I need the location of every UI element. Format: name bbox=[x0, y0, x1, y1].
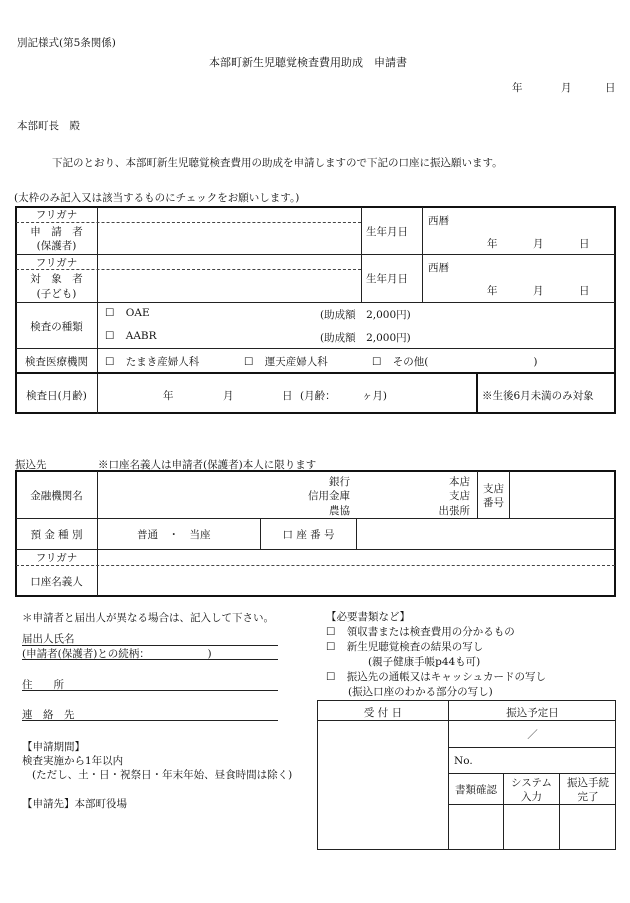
exam-option-aabr[interactable]: ☐ AABR bbox=[105, 330, 157, 342]
exam-month-label: 月 bbox=[223, 390, 234, 402]
subsidy-amount: (助成額 2,000円) bbox=[320, 332, 411, 344]
holder-furigana-label: フリガナ bbox=[35, 552, 78, 564]
bank-name-label: 金融機関名 bbox=[30, 490, 83, 502]
instruction-note: (太枠のみ記入又は該当するものにチェックをお願いします。) bbox=[14, 192, 300, 204]
applicant-sub-label: (保護者) bbox=[36, 240, 77, 252]
notifier-address-label: 住 所 bbox=[22, 679, 64, 691]
exam-day-label: 日 bbox=[282, 390, 293, 402]
date-slash: ／ bbox=[527, 729, 538, 741]
intro-text: 下記のとおり、本部町新生児聴覚検査費用の助成を申請しますので下記の口座に振込願います。 bbox=[52, 157, 503, 169]
form-title: 本部町新生児聴覚検査費用助成 申請書 bbox=[209, 56, 407, 69]
transfer-date-label: 振込予定日 bbox=[506, 707, 559, 719]
deposit-type-label: 預 金 種 別 bbox=[30, 529, 83, 541]
applicant-label: 申 請 者 bbox=[30, 226, 83, 238]
subsidy-amount: (助成額 2,000円) bbox=[320, 309, 411, 321]
checkbox-icon[interactable]: ☐ bbox=[326, 671, 336, 683]
exam-year-label: 年 bbox=[163, 390, 174, 402]
exam-date-label: 検査日(月齢) bbox=[26, 390, 87, 402]
transfer-done-label-2: 完了 bbox=[577, 791, 599, 803]
notifier-note: ＊申請者と届出人が異なる場合は、記入して下さい。 bbox=[22, 612, 274, 624]
target-label: 対 象 者 bbox=[30, 273, 83, 285]
period-heading: 【申請期間】 bbox=[22, 741, 85, 753]
year-label: 年 bbox=[487, 285, 498, 297]
furigana-label: フリガナ bbox=[35, 209, 78, 221]
docs-item-result: ☐ 新生児聴覚検査の結果の写し bbox=[326, 641, 484, 653]
addressee: 本部町長 殿 bbox=[17, 120, 80, 132]
system-input-label: システム bbox=[511, 777, 552, 789]
year-label: 年 bbox=[487, 238, 498, 250]
bank-type-bank: 銀行 bbox=[329, 476, 350, 488]
era-label: 西暦 bbox=[428, 215, 449, 227]
bank-section-note: ※口座名義人は申請者(保護者)本人に限ります bbox=[98, 459, 317, 471]
birth-label: 生年月日 bbox=[366, 226, 408, 238]
account-number-label: 口 座 番 号 bbox=[282, 529, 335, 541]
period-line-2: (ただし、土・日・祝祭日・年末年始、昼食時間は除く) bbox=[32, 769, 293, 781]
docs-heading: 【必要書類など】 bbox=[326, 611, 410, 623]
received-date-label: 受 付 日 bbox=[363, 707, 403, 719]
notifier-relation-label: (申請者(保護者)との続柄： ) bbox=[22, 648, 212, 660]
checkbox-icon[interactable]: ☐ bbox=[372, 356, 382, 368]
checkbox-icon[interactable]: ☐ bbox=[326, 641, 336, 653]
period-line-1: 検査実施から1年以内 bbox=[22, 755, 124, 767]
checkbox-icon[interactable]: ☐ bbox=[105, 356, 115, 368]
doc-check-label: 書類確認 bbox=[455, 784, 497, 796]
notifier-name-label: 届出人氏名 bbox=[22, 633, 75, 645]
target-sub-label: (子ども) bbox=[36, 288, 77, 300]
month-label: 月 bbox=[533, 285, 544, 297]
exam-option-oae[interactable]: ☐ OAE bbox=[105, 307, 150, 319]
checkbox-icon[interactable]: ☐ bbox=[105, 307, 115, 319]
exam-type-label: 検査の種類 bbox=[30, 321, 83, 333]
checkbox-icon[interactable]: ☐ bbox=[105, 330, 115, 342]
docs-item-receipt: ☐ 領収書または検査費用の分かるもの bbox=[326, 626, 515, 638]
branch-type-office: 出張所 bbox=[438, 505, 470, 517]
institution-option-other[interactable]: ☐ その他( ) bbox=[372, 356, 538, 368]
number-label: No. bbox=[454, 755, 473, 767]
docs-item-passbook-note: (振込口座のわかる部分の写し) bbox=[348, 686, 493, 698]
docs-item-result-note: (親子健康手帳p44も可) bbox=[368, 656, 481, 668]
branch-number-label-2: 番号 bbox=[483, 497, 504, 509]
exam-age-label: (月齢： ヶ月) bbox=[300, 390, 387, 402]
notifier-contact-label: 連 絡 先 bbox=[22, 709, 75, 721]
month-label: 月 bbox=[533, 238, 544, 250]
birth-label: 生年月日 bbox=[366, 273, 408, 285]
furigana-label: フリガナ bbox=[35, 257, 78, 269]
transfer-done-label: 振込手続 bbox=[567, 777, 609, 789]
day-label: 日 bbox=[579, 285, 590, 297]
apply-to: 【申請先】本部町役場 bbox=[22, 798, 127, 810]
exam-age-note: ※生後6月未満のみ対象 bbox=[482, 390, 594, 402]
bank-section-label: 振込先 bbox=[15, 459, 47, 471]
branch-type-branch: 支店 bbox=[449, 490, 470, 502]
era-label: 西暦 bbox=[428, 262, 449, 274]
docs-item-passbook: ☐ 振込先の通帳又はキャッシュカードの写し bbox=[326, 671, 547, 683]
day-label: 日 bbox=[579, 238, 590, 250]
institution-label: 検査医療機関 bbox=[25, 356, 88, 368]
institution-option-unten[interactable]: ☐ 運天産婦人科 bbox=[244, 356, 328, 368]
deposit-type-value[interactable]: 普通 ・ 当座 bbox=[137, 529, 211, 541]
bank-type-credit: 信用金庫 bbox=[308, 490, 350, 502]
system-input-label-2: 入力 bbox=[521, 791, 542, 803]
checkbox-icon[interactable]: ☐ bbox=[244, 356, 254, 368]
branch-number-label: 支店 bbox=[483, 483, 504, 495]
branch-type-main: 本店 bbox=[449, 476, 470, 488]
checkbox-icon[interactable]: ☐ bbox=[326, 626, 336, 638]
bank-type-coop: 農協 bbox=[329, 505, 350, 517]
date-year-label: 年 bbox=[512, 82, 523, 94]
form-number: 別記様式(第5条関係) bbox=[17, 37, 116, 49]
institution-option-tamaki[interactable]: ☐ たまき産婦人科 bbox=[105, 356, 200, 368]
date-month-label: 月 bbox=[561, 82, 572, 94]
account-holder-label: 口座名義人 bbox=[30, 576, 83, 588]
date-day-label: 日 bbox=[605, 82, 616, 94]
